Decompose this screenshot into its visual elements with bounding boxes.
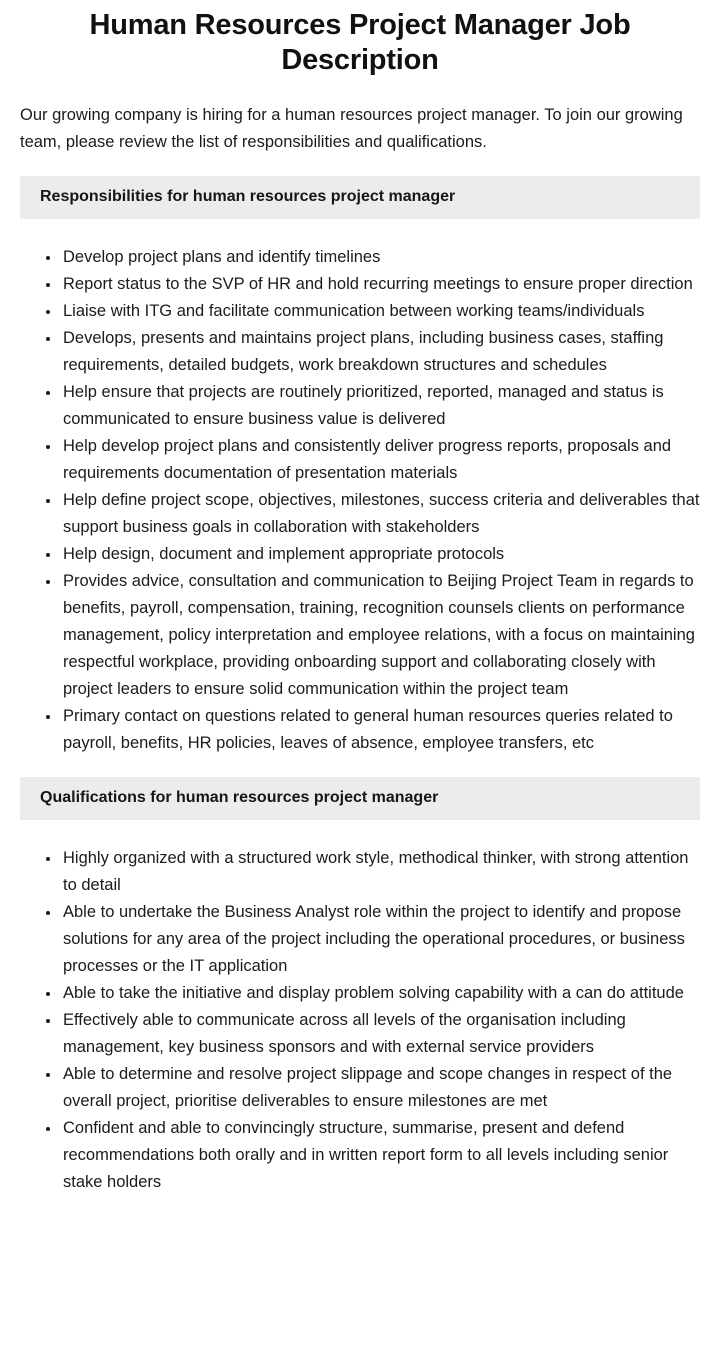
list-item: • Provides advice, consultation and communication to Beijing Project Team in regards to benefits, payroll, compensation, training, recognition counsels clients on performance management, policy interpretation and employee relations, with a focus on maintaining respectful workplace, providing onboarding support and collaborating closely with project leaders to ensure solid communication within the project team <box>61 568 700 703</box>
list-item: • Help ensure that projects are routinely prioritized, reported, managed and status is communicated to ensure business value is delivered <box>61 379 700 433</box>
list-item: • Able to take the initiative and display problem solving capability with a can do attitude <box>61 980 700 1007</box>
job-description-page <box>0 8 720 1196</box>
section-header-qualifications: Qualifications for human resources project manager <box>20 777 700 820</box>
qualifications-list <box>20 845 700 1196</box>
list-item: • Help define project scope, objectives, milestones, success criteria and deliverables that support business goals in collaboration with stakeholders <box>61 487 700 541</box>
page-title: Human Resources Project Manager Job Description <box>89 9 631 76</box>
responsibilities-list <box>20 244 700 757</box>
section-header-responsibilities: Responsibilities for human resources project manager <box>20 176 700 219</box>
list-item: • Help develop project plans and consistently deliver progress reports, proposals and requirements documentation of presentation materials <box>61 433 700 487</box>
list-item: • Develop project plans and identify timelines <box>61 244 700 271</box>
list-item: • Able to determine and resolve project slippage and scope changes in respect of the overall project, prioritise deliverables to ensure milestones are met <box>61 1061 700 1115</box>
list-item: • Effectively able to communicate across all levels of the organisation including management, key business sponsors and with external service providers <box>61 1007 700 1061</box>
list-item: • Develops, presents and maintains project plans, including business cases, staffing requirements, detailed budgets, work breakdown structures and schedules <box>61 325 700 379</box>
list-item: • Liaise with ITG and facilitate communication between working teams/individuals <box>61 298 700 325</box>
list-item: • Primary contact on questions related to general human resources queries related to payroll, benefits, HR policies, leaves of absence, employee transfers, etc <box>61 703 700 757</box>
list-item: • Confident and able to convincingly structure, summarise, present and defend recommendations both orally and in written report form to all levels including senior stake holders <box>61 1115 700 1196</box>
list-item: • Help design, document and implement appropriate protocols <box>61 541 700 568</box>
list-item: • Able to undertake the Business Analyst role within the project to identify and propose solutions for any area of the project including the operational procedures, or business processes or the IT application <box>61 899 700 980</box>
intro-paragraph: Our growing company is hiring for a human resources project manager. To join our growing team, please review the list of responsibilities and qualifications. <box>20 106 683 151</box>
list-item: • Report status to the SVP of HR and hold recurring meetings to ensure proper direction <box>61 271 700 298</box>
list-item: • Highly organized with a structured work style, methodical thinker, with strong attention to detail <box>61 845 700 899</box>
